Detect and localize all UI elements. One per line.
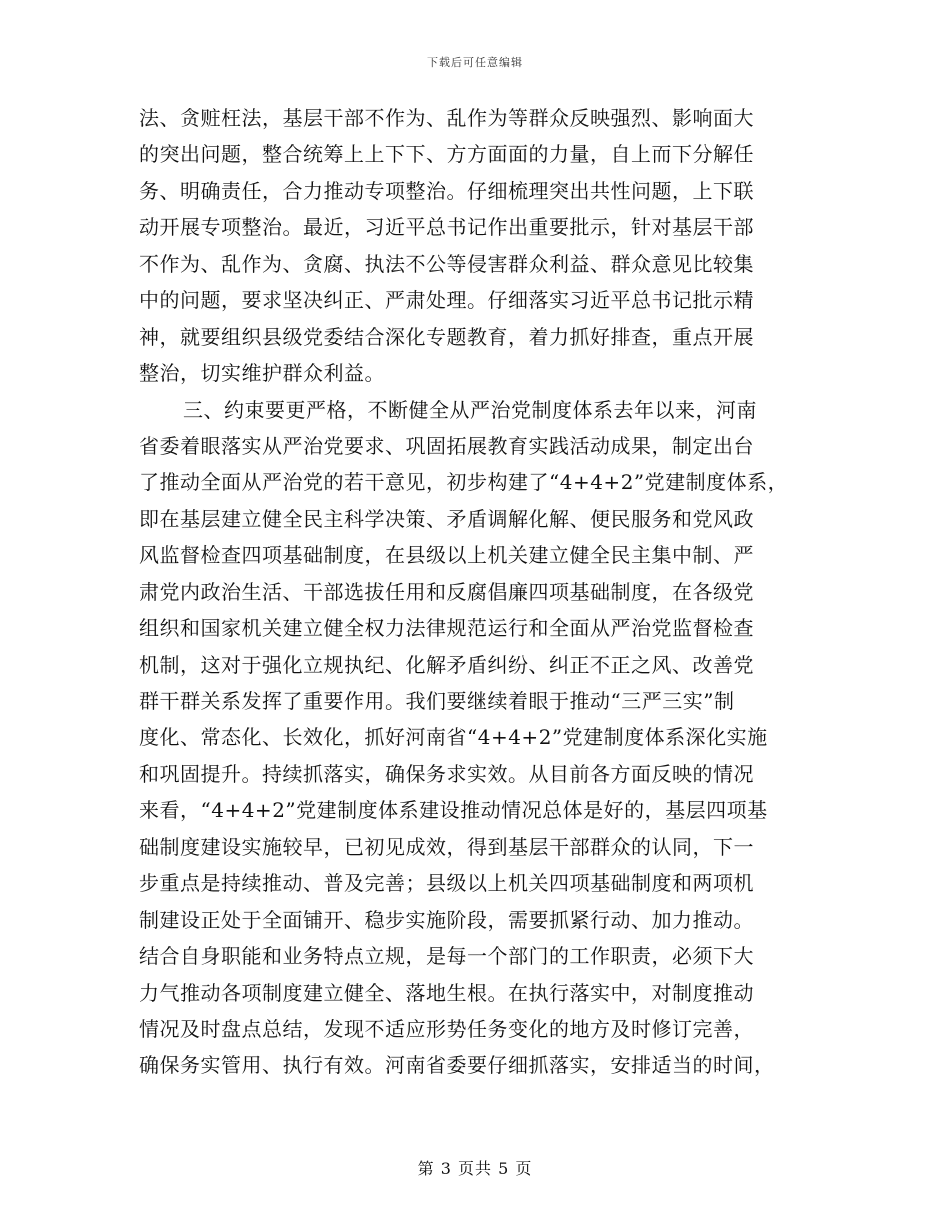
text-line: 度化、常态化、长效化，抓好河南省“4+4+2”党建制度体系深化实施 — [139, 725, 768, 750]
text-line: 确保务实管用、执行有效。河南省委要仔细抓落实，安排适当的时间， — [139, 1053, 775, 1078]
text-line: 三、约束要更严格，不断健全从严治党制度体系去年以来，河南 — [183, 397, 757, 422]
document-body — [139, 100, 819, 1084]
text-line: 肃党内政治生活、干部选拔任用和反腐倡廉四项基础制度，在各级党 — [139, 579, 754, 604]
paragraph — [139, 100, 819, 392]
text-line: 中的问题，要求坚决纠正、严肃处理。仔细落实习近平总书记批示精 — [139, 288, 754, 313]
paragraph — [139, 392, 819, 1084]
text-line: 了推动全面从严治党的若干意见，初步构建了“4+4+2”党建制度体系， — [139, 470, 789, 495]
text-line: 机制，这对于强化立规执纪、化解矛盾纠纷、纠正不正之风、改善党 — [139, 652, 754, 677]
text-line: 动开展专项整治。最近，习近平总书记作出重要批示，针对基层干部 — [139, 215, 754, 240]
page-footer: 第 3 页共 5 页 — [417, 1159, 533, 1178]
text-line: 力气推动各项制度建立健全、落地生根。在执行落实中，对制度推动 — [139, 980, 754, 1005]
text-line: 法、贪赃枉法，基层干部不作为、乱作为等群众反映强烈、影响面大 — [139, 106, 754, 130]
text-line: 和巩固提升。持续抓落实，确保务求实效。从目前各方面反映的情况 — [139, 761, 754, 786]
page-header: 下载后可任意编辑 — [427, 56, 523, 69]
text-line: 础制度建设实施较早，已初见成效，得到基层干部群众的认同，下一 — [139, 834, 754, 859]
text-line: 群干群关系发挥了重要作用。我们要继续着眼于推动“三严三实”制 — [139, 689, 735, 713]
text-line: 的突出问题，整合统筹上上下下、方方面面的力量，自上而下分解任 — [139, 142, 754, 167]
text-line: 风监督检查四项基础制度，在县级以上机关建立健全民主集中制、严 — [139, 543, 754, 568]
text-line: 结合自身职能和业务特点立规，是每一个部门的工作职责，必须下大 — [139, 944, 754, 969]
text-line: 整治，切实维护群众利益。 — [139, 361, 385, 386]
text-line: 不作为、乱作为、贪腐、执法不公等侵害群众利益、群众意见比较集 — [139, 251, 754, 276]
text-line: 务、明确责任，合力推动专项整治。仔细梳理突出共性问题，上下联 — [139, 178, 754, 203]
text-line: 情况及时盘点总结，发现不适应形势任务变化的地方及时修订完善， — [139, 1016, 754, 1041]
text-line: 省委着眼落实从严治党要求、巩固拓展教育实践活动成果，制定出台 — [139, 433, 754, 458]
text-line: 来看，“4+4+2”党建制度体系建设推动情况总体是好的，基层四项基 — [139, 798, 768, 823]
text-line: 组织和国家机关建立健全权力法律规范运行和全面从严治党监督检查 — [139, 616, 754, 641]
text-line: 神，就要组织县级党委结合深化专题教育，着力抓好排查，重点开展 — [139, 324, 754, 349]
text-line: 即在基层建立健全民主科学决策、矛盾调解化解、便民服务和党风政 — [139, 506, 754, 531]
text-line: 制建设正处于全面铺开、稳步实施阶段，需要抓紧行动、加力推动。 — [139, 907, 754, 932]
text-line: 步重点是持续推动、普及完善；县级以上机关四项基础制度和两项机 — [139, 871, 754, 896]
